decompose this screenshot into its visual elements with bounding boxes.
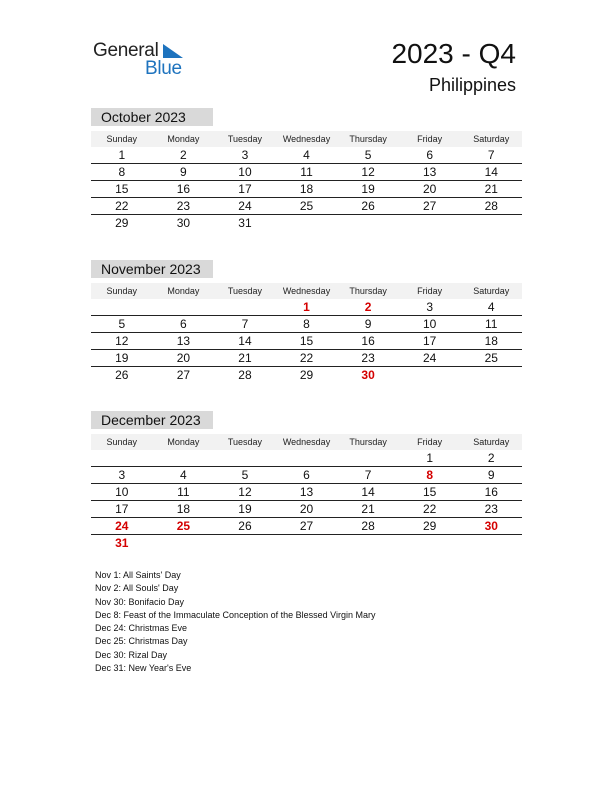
week-row [91,501,522,518]
weekday-header: Tuesday [227,286,263,296]
month-december [91,411,522,552]
weekday-header: Wednesday [282,134,331,144]
weekday-header: Wednesday [282,437,331,447]
weekday-header-row [91,434,522,450]
day-cell: 3 [426,300,434,314]
day-cell: 12 [361,165,375,179]
day-cell: 5 [241,468,249,482]
day-cell: 16 [176,182,191,196]
day-cell: 17 [423,334,437,348]
day-cell [399,215,461,232]
day-cell: 9 [487,468,495,482]
week-row [91,484,522,501]
month-title: October 2023 [91,108,213,126]
day-cell: 19 [361,182,375,196]
week-row [91,467,522,484]
holiday-day-cell: 30 [484,519,498,533]
day-cell: 20 [423,182,437,196]
month-title: November 2023 [91,260,213,278]
day-cell [153,450,215,466]
day-cell: 28 [361,519,375,533]
day-cell: 6 [180,317,187,331]
holiday-note: Nov 2: All Souls' Day [95,583,179,594]
day-cell: 28 [238,368,252,382]
day-cell: 22 [423,502,437,516]
month-november [91,260,522,384]
day-cell: 1 [118,148,126,162]
day-cell: 2 [180,148,187,162]
day-cell: 30 [176,216,191,230]
weekday-header: Saturday [473,437,510,447]
day-cell: 18 [176,502,191,516]
week-row [91,147,522,164]
weekday-header: Friday [417,437,443,447]
day-cell: 19 [238,502,252,516]
day-cell [399,367,461,384]
day-cell: 25 [299,199,314,213]
day-cell [91,299,153,315]
weekday-header: Monday [167,286,200,296]
day-cell: 14 [361,485,375,499]
day-cell: 1 [426,451,434,465]
day-cell: 6 [303,468,310,482]
day-cell: 25 [484,351,498,365]
day-cell: 27 [299,519,314,533]
day-cell: 26 [361,199,375,213]
day-cell: 10 [115,485,129,499]
day-cell: 5 [118,317,126,331]
day-cell: 20 [176,351,191,365]
day-cell: 7 [241,317,249,331]
day-cell: 29 [423,519,437,533]
day-cell: 8 [303,317,310,331]
day-cell: 29 [299,368,314,382]
holiday-notes [95,569,515,675]
day-cell: 13 [299,485,314,499]
day-cell: 28 [484,199,498,213]
day-cell: 21 [361,502,375,516]
page-title: 2023 - Q4 [391,38,516,69]
day-cell: 9 [180,165,187,179]
weekday-header: Wednesday [282,286,331,296]
day-cell [214,450,276,466]
weekday-header: Saturday [473,286,510,296]
day-cell: 11 [300,165,313,179]
day-cell: 15 [115,182,129,196]
day-cell: 12 [238,485,252,499]
weekday-header-row [91,131,522,147]
day-cell: 11 [177,485,190,499]
day-cell [276,450,338,466]
weekday-header: Thursday [349,134,387,144]
day-cell [460,535,522,552]
day-cell: 9 [364,317,372,331]
weekday-header: Friday [417,286,443,296]
day-cell: 17 [115,502,129,516]
day-cell: 15 [299,334,314,348]
week-row [91,350,522,367]
weekday-header: Monday [167,134,200,144]
month-title: December 2023 [91,411,213,429]
day-cell: 10 [423,317,437,331]
logo-triangle-icon [163,44,183,58]
day-cell: 7 [487,148,495,162]
week-row [91,164,522,181]
day-cell [214,299,276,315]
day-cell: 21 [484,182,498,196]
holiday-day-cell: 2 [364,300,372,314]
holiday-note: Dec 31: New Year's Eve [95,663,192,674]
weekday-header: Sunday [106,134,138,144]
country-name: Philippines [428,75,516,95]
day-cell [153,535,215,552]
day-cell [276,215,338,232]
day-cell: 20 [299,502,314,516]
day-cell: 11 [485,317,498,331]
holiday-day-cell: 24 [115,519,129,533]
day-cell [337,215,399,232]
day-cell: 8 [118,165,126,179]
day-cell: 3 [241,148,249,162]
day-cell: 31 [238,216,252,230]
week-row [91,333,522,350]
day-cell: 18 [299,182,314,196]
day-cell: 4 [487,300,495,314]
week-row [91,518,522,535]
week-row [91,299,522,316]
day-cell [460,367,522,384]
day-cell: 13 [176,334,191,348]
day-cell: 14 [484,165,498,179]
day-cell [399,535,461,552]
day-cell: 29 [115,216,129,230]
day-cell: 21 [238,351,252,365]
weekday-header: Thursday [349,286,387,296]
holiday-day-cell: 1 [303,300,310,314]
day-cell: 22 [299,351,314,365]
day-cell: 23 [361,351,375,365]
logo-text-blue: Blue [145,58,182,79]
week-row [91,181,522,198]
holiday-note: Nov 30: Bonifacio Day [95,596,185,607]
day-cell: 24 [238,199,252,213]
day-cell: 15 [423,485,437,499]
day-cell: 6 [426,148,434,162]
week-row [91,535,522,552]
day-cell: 4 [180,468,187,482]
day-cell: 5 [364,148,372,162]
day-cell: 17 [238,182,252,196]
month-october [91,108,522,232]
weekday-header: Friday [417,134,443,144]
day-cell [153,299,215,315]
day-cell [91,450,153,466]
holiday-day-cell: 8 [426,468,434,482]
holiday-note: Dec 24: Christmas Eve [95,623,188,634]
day-cell: 2 [487,451,495,465]
logo-text-general: General [93,40,159,61]
week-row [91,450,522,467]
day-cell: 22 [115,199,129,213]
day-cell: 14 [238,334,252,348]
holiday-day-cell: 30 [361,368,375,382]
day-cell: 26 [115,368,129,382]
day-cell: 23 [176,199,191,213]
holiday-note: Dec 8: Feast of the Immaculate Conception of the Blessed Virgin Mary [95,609,376,620]
weekday-header: Sunday [106,286,138,296]
weekday-header-row [91,283,522,299]
day-cell: 10 [238,165,252,179]
day-cell: 26 [238,519,252,533]
weekday-header: Thursday [349,437,387,447]
day-cell: 3 [118,468,126,482]
day-cell [460,215,522,232]
holiday-note: Nov 1: All Saints' Day [95,570,181,580]
day-cell [337,535,399,552]
weekday-header: Tuesday [227,134,263,144]
logo [93,40,193,80]
day-cell [276,535,338,552]
day-cell [337,450,399,466]
day-cell [214,535,276,552]
day-cell: 7 [364,468,372,482]
day-cell: 19 [115,351,129,365]
day-cell: 23 [484,502,498,516]
week-row [91,316,522,333]
day-cell: 12 [115,334,129,348]
holiday-note: Dec 30: Rizal Day [95,649,168,660]
week-row [91,198,522,215]
day-cell: 24 [423,351,437,365]
weekday-header: Monday [167,437,200,447]
weekday-header: Saturday [473,134,510,144]
day-cell: 16 [484,485,498,499]
week-row [91,367,522,384]
weekday-header: Tuesday [227,437,263,447]
day-cell: 27 [423,199,437,213]
day-cell: 16 [361,334,375,348]
holiday-day-cell: 31 [115,536,129,550]
holiday-day-cell: 25 [176,519,191,533]
holiday-note: Dec 25: Christmas Day [95,636,188,647]
weekday-header: Sunday [106,437,138,447]
day-cell: 13 [423,165,437,179]
day-cell: 4 [303,148,310,162]
day-cell: 18 [484,334,498,348]
week-row [91,215,522,232]
day-cell: 27 [176,368,191,382]
